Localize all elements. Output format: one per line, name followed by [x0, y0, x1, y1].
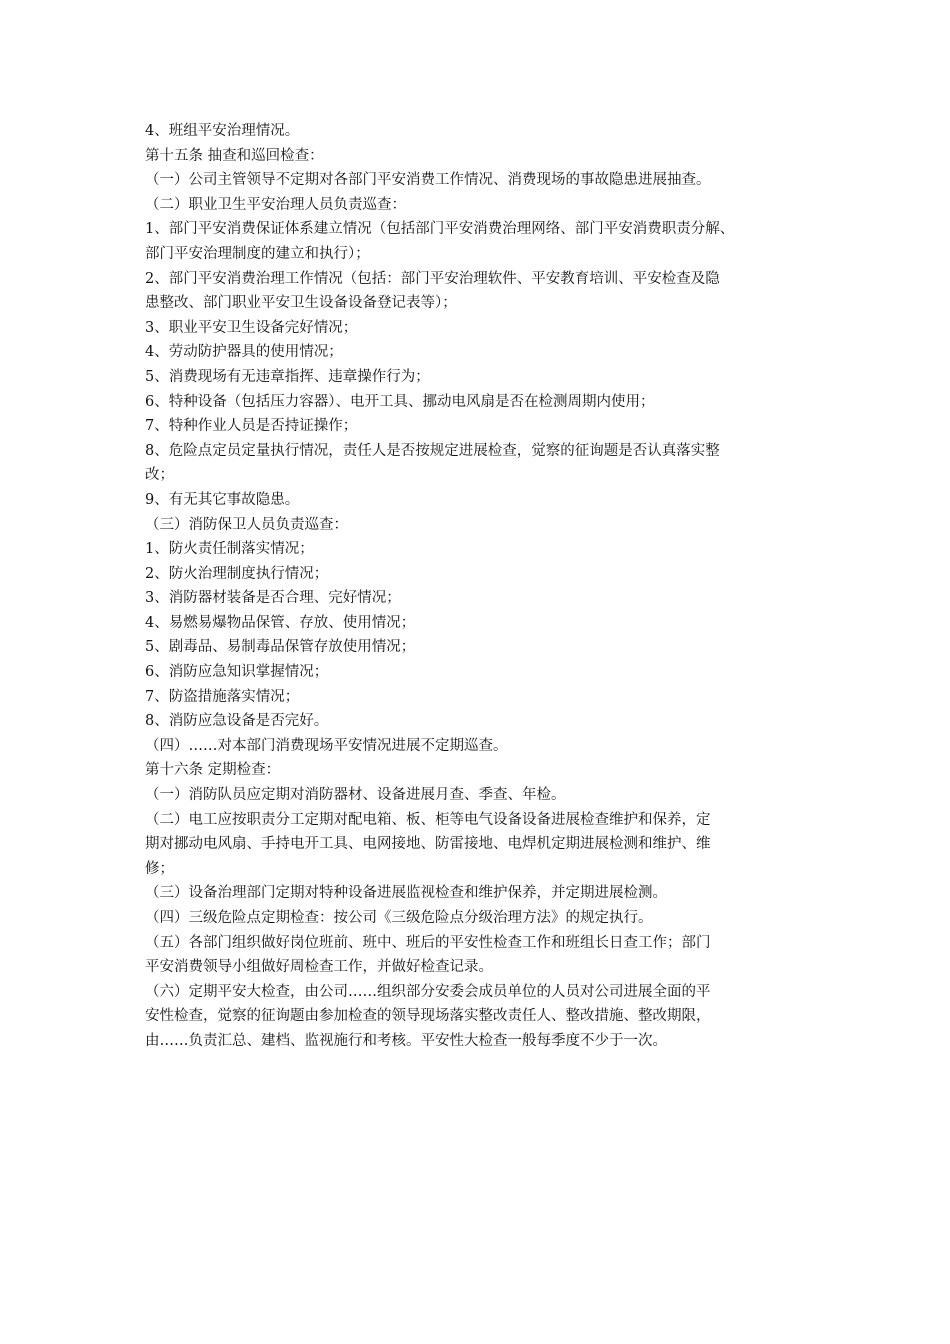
- text-line: 3、职业平安卫生设备完好情况；: [145, 319, 358, 336]
- text-line: 6、消防应急知识掌握情况；: [145, 664, 329, 681]
- text-line: 4、班组平安治理情况。: [145, 123, 300, 139]
- text-line: （二）电工应按职责分工定期对配电箱、板、柜等电气设备设备进展检查维护和保养，定: [145, 811, 711, 828]
- text-line: 4、易燃易爆物品保管、存放、使用情况；: [145, 614, 416, 631]
- text-line: （四）……对本部门消费现场平安情况进展不定期巡查。: [145, 737, 508, 754]
- text-line: 4、劳动防护器具的使用情况；: [145, 344, 343, 361]
- text-line: 9、有无其它事故隐患。: [145, 491, 300, 508]
- article-heading: 第十五条 抽查和巡回检查：: [145, 147, 324, 164]
- text-line: 平安消费领导小组做好周检查工作，并做好检查记录。: [145, 959, 493, 976]
- text-line: 由……负责汇总、建档、监视施行和考核。平安性大检查一般每季度不少于一次。: [145, 1032, 667, 1049]
- text-line: （一）消防队员应定期对消防器材、设备进展月查、季查、年检。: [145, 787, 566, 804]
- text-line: 3、消防器材装备是否合理、完好情况；: [145, 590, 401, 607]
- text-line: 改；: [145, 467, 174, 484]
- text-line: 部门平安治理制度的建立和执行）；: [145, 245, 370, 262]
- text-line: 6、特种设备（包括压力容器）、电开工具、挪动电风扇是否在检测周期内使用；: [145, 393, 655, 410]
- text-line: 7、防盗措施落实情况；: [145, 688, 300, 705]
- text-line: 期对挪动电风扇、手持电开工具、电网接地、防雷接地、电焊机定期进展检测和维护、维: [145, 836, 711, 853]
- article-heading: 第十六条 定期检查：: [145, 762, 281, 779]
- text-line: 2、部门平安消费治理工作情况（包括：部门平安治理软件、平安教育培训、平安检查及隐: [145, 270, 720, 287]
- text-line: （六）定期平安大检查，由公司……组织部分安委会成员单位的人员对公司进展全面的平: [145, 983, 711, 1000]
- text-line: 修；: [145, 860, 174, 877]
- document-body: [145, 119, 815, 1054]
- text-line: 1、防火责任制落实情况；: [145, 541, 314, 558]
- text-line: 5、剧毒品、易制毒品保管存放使用情况；: [145, 639, 416, 656]
- text-line: 8、危险点定员定量执行情况，责任人是否按规定进展检查，觉察的征询题是否认真落实整: [145, 442, 720, 459]
- text-line: 2、防火治理制度执行情况；: [145, 565, 329, 582]
- text-line: 1、部门平安消费保证体系建立情况（包括部门平安消费治理网络、部门平安消费职责分解、: [145, 221, 735, 238]
- section-heading: （二）职业卫生平安治理人员负责巡查：: [145, 196, 406, 213]
- text-line: （四）三级危险点定期检查：按公司《三级危险点分级治理方法》的规定执行。: [145, 910, 653, 926]
- text-line: （一）公司主管领导不定期对各部门平安消费工作情况、消费现场的事故隐患进展抽查。: [145, 172, 711, 189]
- text-line: （五）各部门组织做好岗位班前、班中、班后的平安性检查工作和班组长日查工作；部门: [145, 934, 711, 951]
- text-line: 5、消费现场有无违章指挥、违章操作行为；: [145, 368, 430, 385]
- text-line: 安性检查，觉察的征询题由参加检查的领导现场落实整改责任人、整改措施、整改期限，: [145, 1008, 711, 1025]
- text-line: 7、特种作业人员是否持证操作；: [145, 418, 358, 435]
- text-line: （三）设备治理部门定期对特种设备进展监视检查和维护保养，并定期进展检测。: [145, 885, 667, 902]
- text-line: 8、消防应急设备是否完好。: [145, 713, 329, 730]
- section-heading: （三）消防保卫人员负责巡查：: [145, 516, 348, 533]
- text-line: 患整改、部门职业平安卫生设备设备登记表等）；: [145, 295, 457, 312]
